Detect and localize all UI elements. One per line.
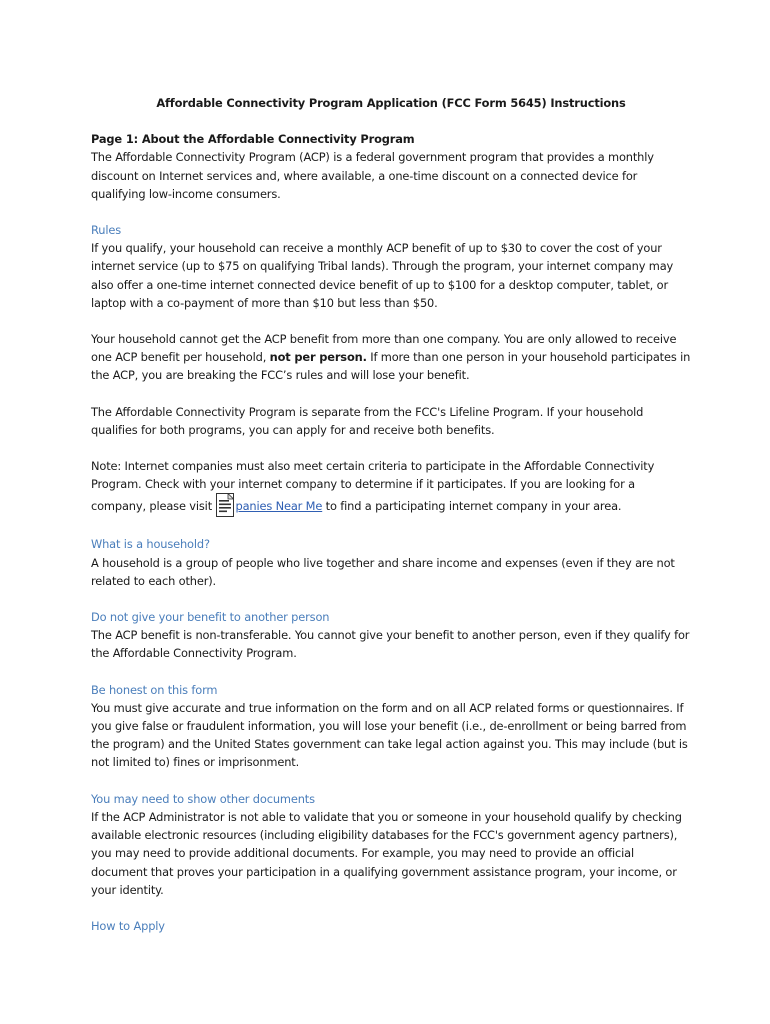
rules-paragraph-4-text-a: Note: Internet companies must also meet certain criteria to participate in the Affordable Connectivity Program. Check with your internet company to determine if it participates. If you are looking for a company, please visit: [91, 459, 655, 514]
documents-paragraph: If the ACP Administrator is not able to validate that you or someone in your household qualify by checking available electronic resources (including eligibility databases for the FCC's government agency partners), you may need to provide additional documents. For example, you may need to provide an official document that proves your participation in a qualifying government assistance program, your income, or your identity.: [91, 809, 682, 897]
companies-near-me-link[interactable]: panies Near Me: [235, 499, 323, 514]
rules-paragraph-4: [91, 457, 691, 517]
honest-heading: Be honest on this form: [91, 682, 218, 697]
honest-paragraph: You must give accurate and true information on the form and on all ACP related forms or questionnaires. If you give false or fraudulent information, you will lose your benefit (i.e., de-enrollment or being barred from the program) and the United States government can take legal action against you. This may include (but is not limited to) fines or imprisonment.: [91, 700, 688, 770]
not-per-person-emphasis: not per person.: [269, 350, 367, 365]
rules-paragraph-2-text-a: Your household cannot get the ACP benefit from more than one company. You are only allowed to receive one ACP benefit per household,: [91, 332, 677, 365]
rules-paragraph-2: [91, 330, 691, 385]
rules-paragraph-3: The Affordable Connectivity Program is separate from the FCC's Lifeline Program. If your household qualifies for both programs, you can apply for and receive both benefits.: [91, 404, 644, 437]
no-transfer-paragraph: The ACP benefit is non-transferable. You cannot give your benefit to another person, even if they qualify for the Affordable Connectivity Program.: [91, 628, 690, 661]
household-heading: What is a household?: [91, 537, 210, 552]
intro-paragraph: The Affordable Connectivity Program (ACP) is a federal government program that provides a monthly discount on Internet services and, where available, a one-time discount on a connected device for qualifying low-income consumers.: [91, 150, 654, 201]
rules-paragraph-1: If you qualify, your household can receive a monthly ACP benefit of up to $30 to cover the cost of your internet service (up to $75 on qualifying Tribal lands). Through the program, your internet company may also offer a one-time internet connected device benefit of up to $100 for a desktop computer, tablet, or laptop with a co-payment of more than $10 but less than $50.: [91, 241, 674, 310]
documents-heading: You may need to show other documents: [91, 791, 315, 806]
document-page: [91, 94, 691, 935]
how-to-apply-heading: How to Apply: [91, 918, 165, 933]
document-title: Affordable Connectivity Program Application (FCC Form 5645) Instructions: [156, 96, 626, 110]
document-icon[interactable]: [216, 493, 234, 517]
rules-heading: Rules: [91, 223, 121, 238]
household-paragraph: A household is a group of people who live together and share income and expenses (even if they are not related to each other).: [91, 555, 675, 588]
rules-paragraph-4-text-b: to find a participating internet company in your area.: [322, 499, 622, 514]
page-heading: Page 1: About the Affordable Connectivity Program: [91, 132, 415, 147]
no-transfer-heading: Do not give your benefit to another person: [91, 610, 330, 625]
rules-paragraph-2-text-b: If more than one person in your household participates in the ACP, you are breaking the FCC’s rules and will lose your benefit.: [91, 350, 691, 383]
